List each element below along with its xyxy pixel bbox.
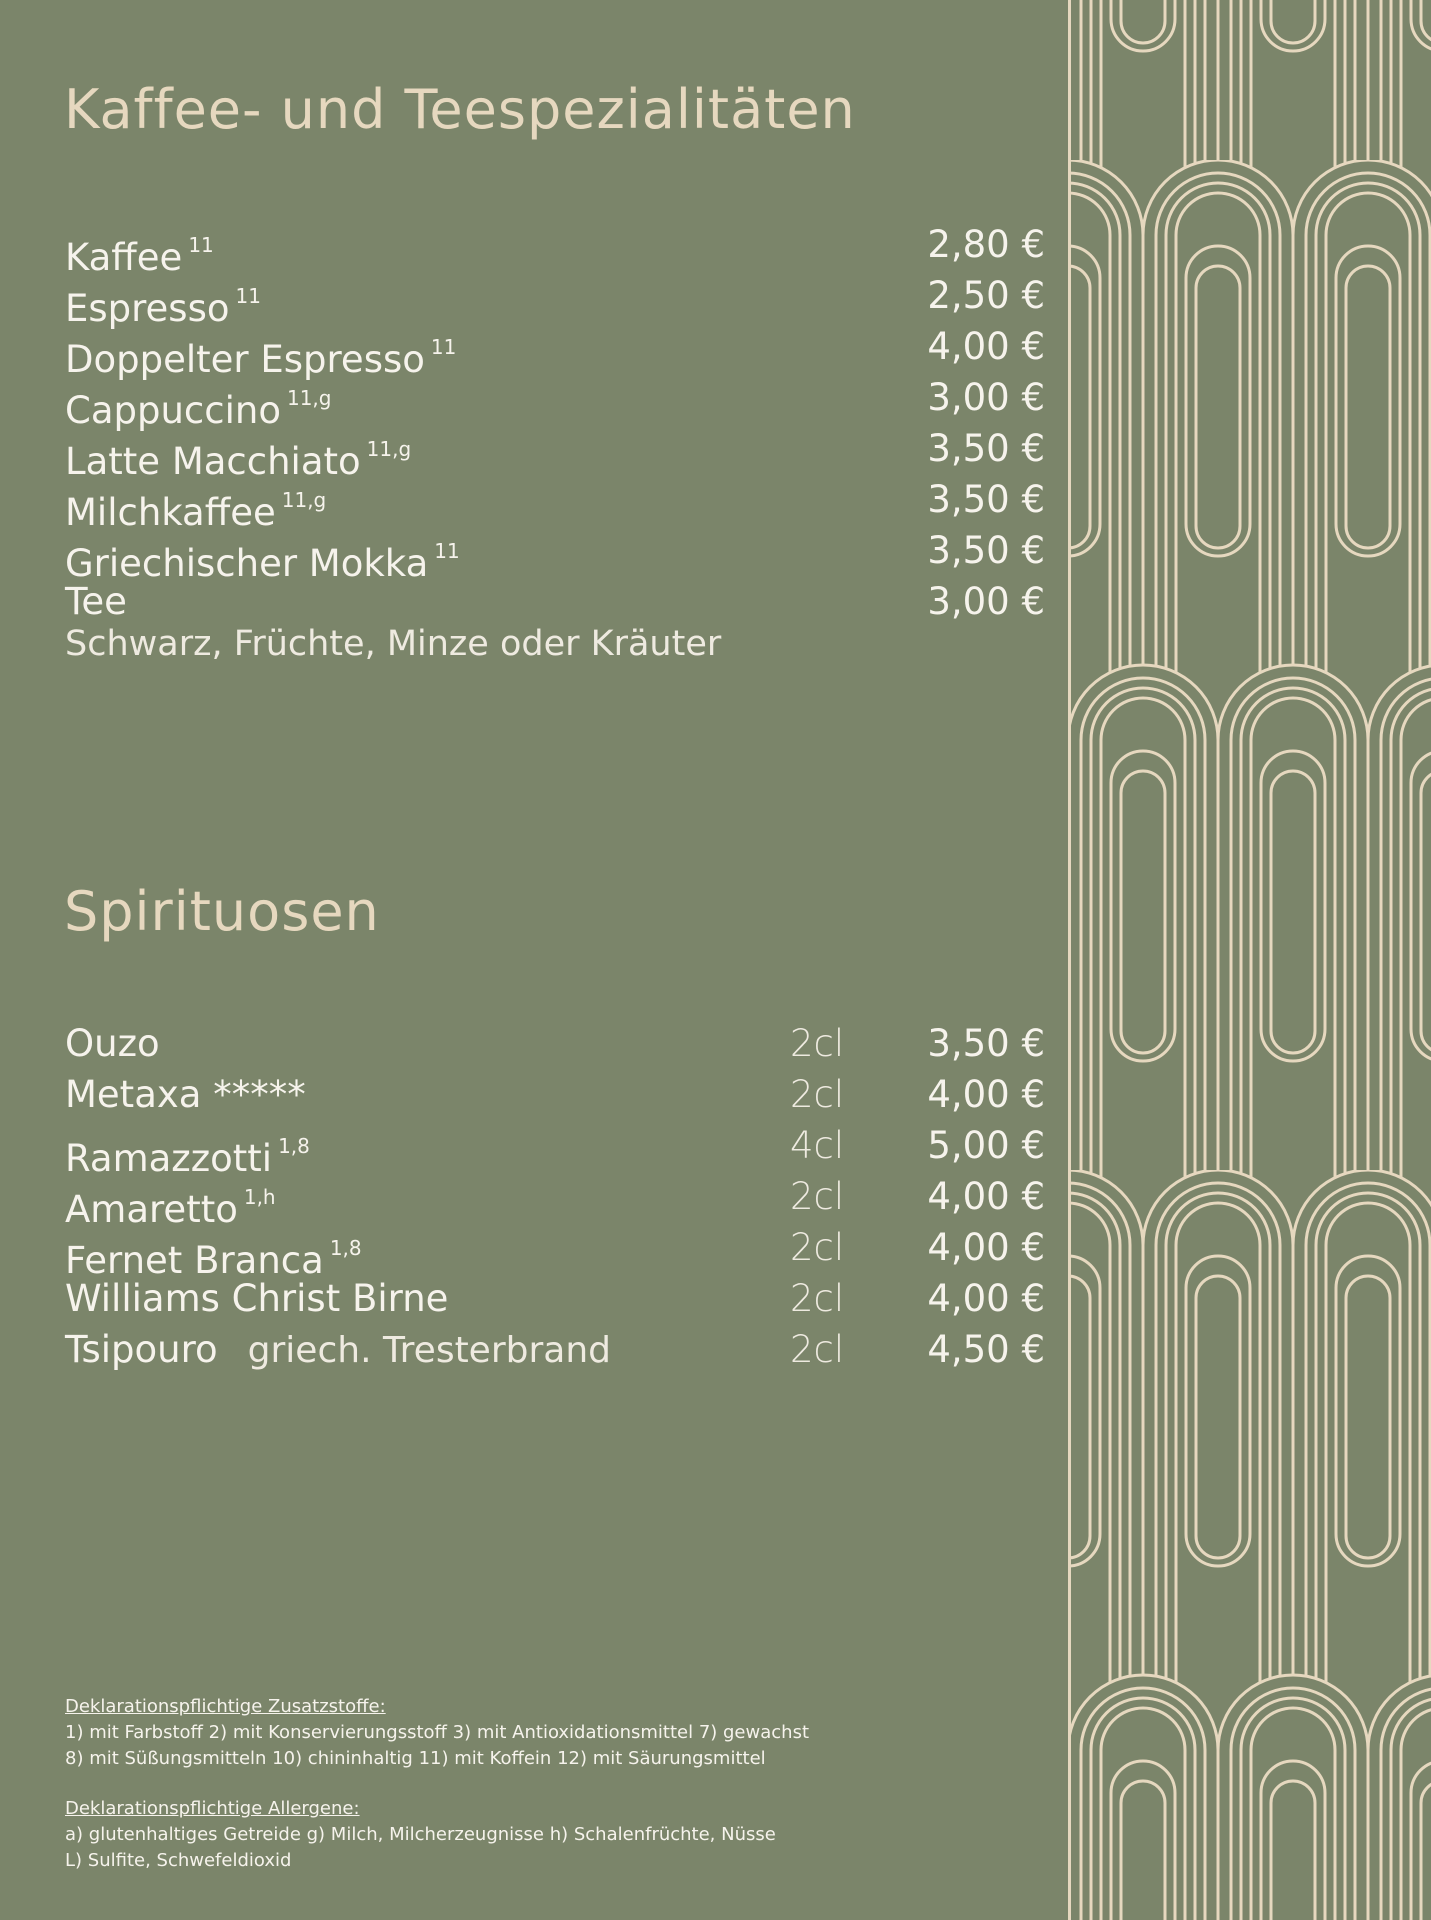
allergen-superscript: 11 — [235, 284, 261, 308]
item-price: 4,50 € — [927, 1328, 1045, 1371]
allergens-heading: Deklarationspflichtige Allergene: — [65, 1798, 360, 1819]
allergen-superscript: 1,8 — [278, 1134, 310, 1158]
coffee-section-title: Kaffee- und Teespezialitäten — [64, 78, 856, 141]
item-price: 3,50 € — [927, 427, 1045, 470]
item-price: 4,00 € — [927, 325, 1045, 368]
item-price: 3,00 € — [927, 376, 1045, 419]
menu-item-row — [65, 1172, 1045, 1231]
allergen-superscript: 11,g — [281, 488, 327, 512]
allergen-superscript: 11,g — [286, 386, 332, 410]
item-price: 5,00 € — [927, 1124, 1045, 1167]
item-label: Espresso — [65, 287, 230, 330]
item-label: Ramazzotti — [65, 1137, 273, 1180]
item-price: 4,00 € — [927, 1175, 1045, 1218]
additives-heading: Deklarationspflichtige Zusatzstoffe: — [65, 1696, 386, 1717]
item-label: Tee — [65, 580, 127, 623]
allergens-line: L) Sulfite, Schwefeldioxid — [65, 1850, 292, 1871]
item-name — [65, 1070, 306, 1120]
allergen-superscript: 11 — [430, 335, 457, 359]
item-price: 3,50 € — [927, 1022, 1045, 1065]
allergens-footnote — [65, 1796, 776, 1874]
item-label: Latte Macchiato — [65, 440, 361, 483]
item-name — [65, 1019, 160, 1069]
item-volume: 2cl — [790, 1175, 845, 1218]
item-price: 4,00 € — [927, 1226, 1045, 1269]
additives-line: 8) mit Süßungsmitteln 10) chininhaltig 11) mit Koffein 12) mit Säurungsmittel — [65, 1748, 766, 1769]
item-label: Doppelter Espresso — [65, 338, 425, 381]
allergen-superscript: 11 — [434, 539, 460, 563]
allergen-superscript: 1,h — [243, 1185, 276, 1209]
allergen-superscript: 1,8 — [329, 1236, 362, 1260]
menu-item-row — [65, 577, 1045, 627]
item-label: Metaxa ***** — [65, 1073, 306, 1116]
item-price: 2,80 € — [927, 223, 1045, 266]
allergen-superscript: 11 — [188, 233, 214, 257]
tea-note: Schwarz, Früchte, Minze oder Kräuter — [65, 624, 722, 664]
item-label: Amaretto — [65, 1188, 238, 1231]
item-label: Tsipouro — [65, 1328, 218, 1371]
item-label: Fernet Branca — [65, 1239, 324, 1282]
item-label: Cappuccino — [65, 389, 281, 432]
menu-item-row — [65, 1019, 1045, 1069]
item-price: 4,00 € — [927, 1073, 1045, 1116]
item-volume: 2cl — [790, 1328, 845, 1371]
additives-footnote — [65, 1694, 809, 1772]
additives-line: 1) mit Farbstoff 2) mit Konservierungsstoff 3) mit Antioxidationsmittel 7) gewachst — [65, 1722, 810, 1743]
menu-item-row — [65, 373, 1045, 432]
item-price: 3,50 € — [927, 478, 1045, 521]
menu-item-row — [65, 526, 1045, 585]
item-name — [65, 1274, 448, 1324]
menu-item-row — [65, 1325, 1045, 1375]
allergens-line: a) glutenhaltiges Getreide g) Milch, Milcherzeugnisse h) Schalenfrüchte, Nüsse — [65, 1824, 776, 1845]
item-label: Griechischer Mokka — [65, 542, 429, 585]
menu-item-row — [65, 1121, 1045, 1180]
pattern-fill — [1068, 0, 1431, 1920]
menu-item-row — [65, 322, 1045, 381]
art-deco-pattern-panel — [1068, 0, 1431, 1920]
item-price: 3,50 € — [927, 529, 1045, 572]
item-price: 4,00 € — [927, 1277, 1045, 1320]
item-volume: 2cl — [790, 1277, 845, 1320]
item-label: Kaffee — [65, 236, 183, 279]
item-name — [65, 1325, 611, 1376]
item-volume: 2cl — [790, 1226, 845, 1269]
menu-item-row — [65, 220, 1045, 279]
spirits-section-title: Spirituosen — [64, 880, 380, 943]
item-label: Ouzo — [65, 1022, 160, 1065]
item-name — [65, 577, 127, 627]
menu-item-row — [65, 475, 1045, 534]
menu-item-row — [65, 1070, 1045, 1120]
item-volume: 2cl — [790, 1073, 845, 1116]
menu-item-row — [65, 1274, 1045, 1324]
allergen-superscript: 11,g — [366, 437, 412, 461]
menu-item-row — [65, 271, 1045, 330]
menu-item-row — [65, 424, 1045, 483]
item-price: 3,00 € — [927, 580, 1045, 623]
item-label: Williams Christ Birne — [65, 1277, 449, 1320]
item-label: Milchkaffee — [65, 491, 276, 534]
item-volume: 4cl — [790, 1124, 845, 1167]
item-description: griech. Tresterbrand — [247, 1330, 612, 1371]
item-volume: 2cl — [790, 1022, 845, 1065]
menu-item-row — [65, 1223, 1045, 1282]
item-price: 2,50 € — [927, 274, 1045, 317]
